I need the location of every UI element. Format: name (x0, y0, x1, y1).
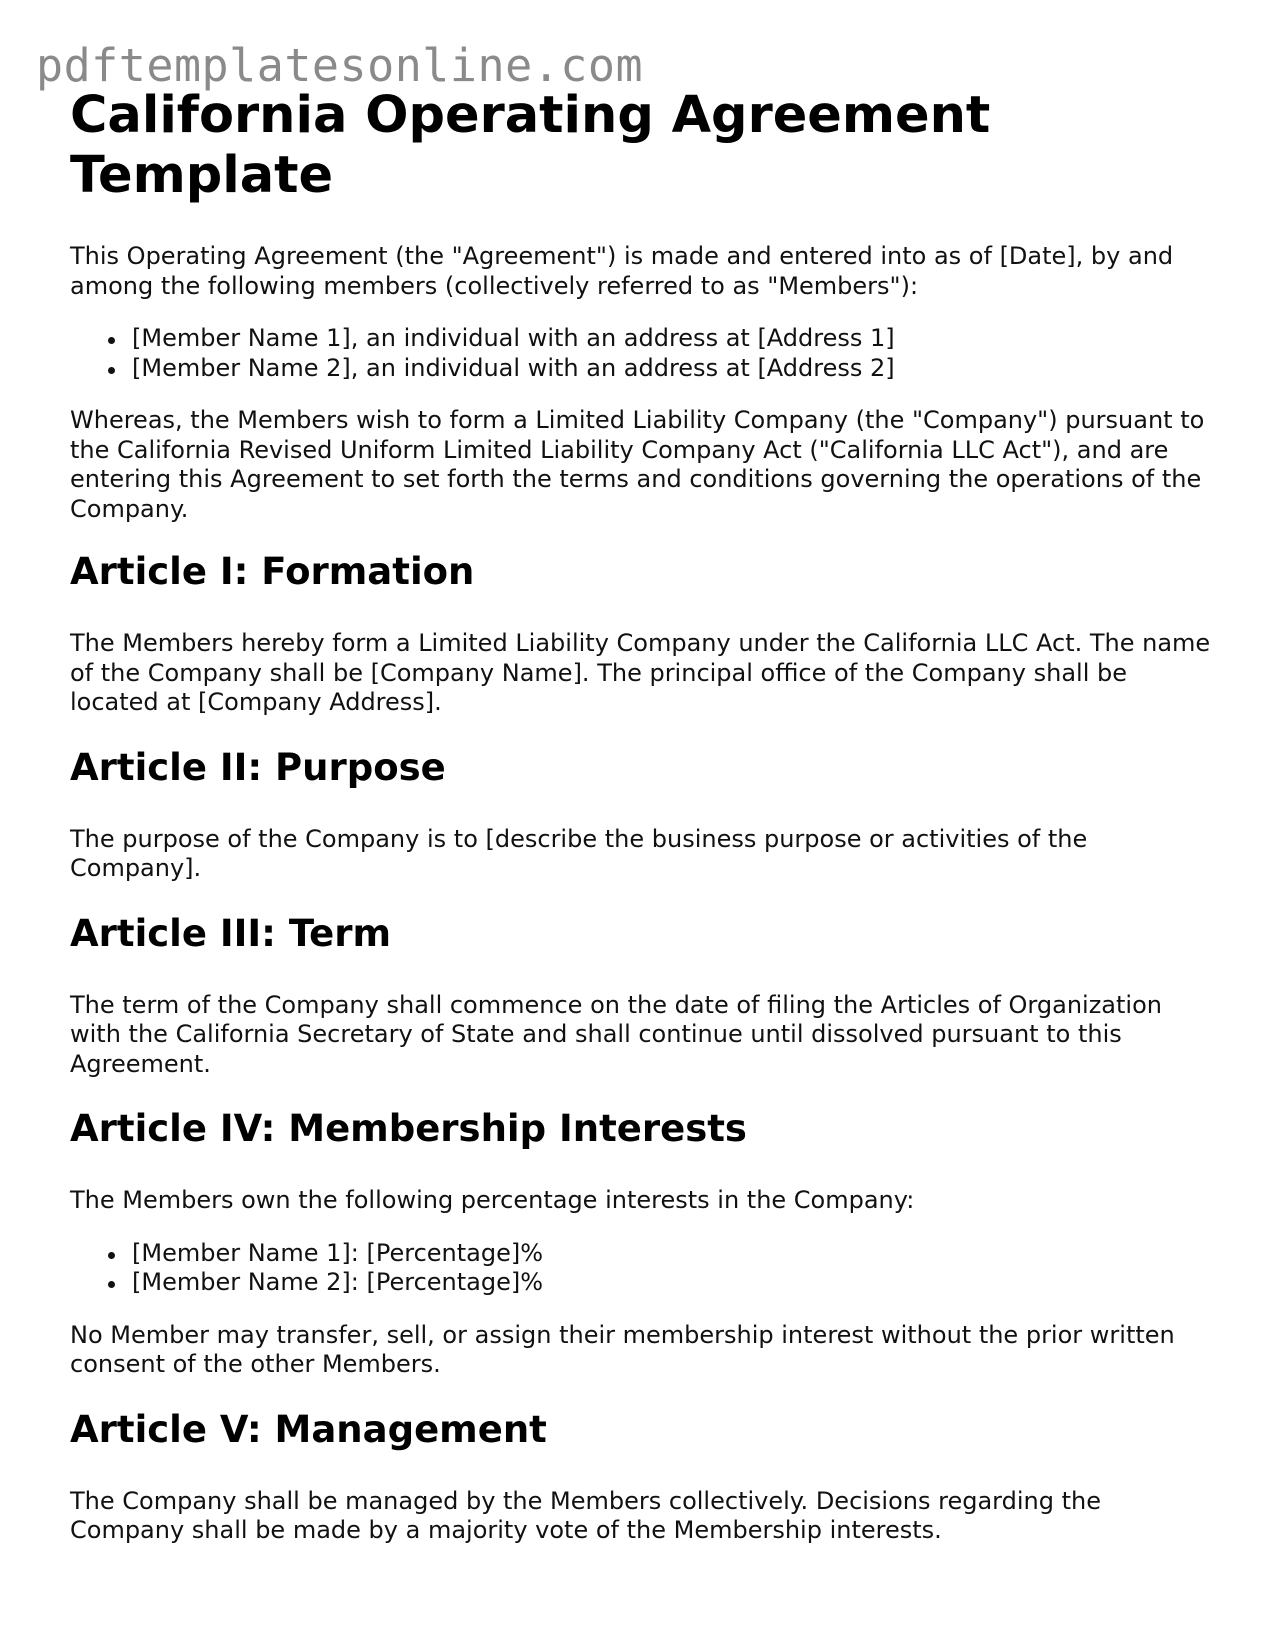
intro-paragraph: This Operating Agreement (the "Agreement") is made and entered into as of [Date], by and among the following members (collectively referred to as "Members"): (70, 242, 1174, 300)
article-2-text: The purpose of the Company is to [describe the business purpose or activities of the Company]. (70, 824, 1088, 882)
document-title: California Operating Agreement Template (70, 86, 991, 205)
document (70, 86, 1220, 1546)
article-4-transfer-text: No Member may transfer, sell, or assign their membership interest without the prior written consent of the other Members. (70, 1320, 1175, 1378)
watermark: pdftemplatesonline.com (36, 39, 644, 92)
list-item: [Member Name 2]: [Percentage]% (132, 1268, 1220, 1298)
article-3-heading: Article III: Term (70, 911, 392, 955)
list-item: [Member Name 2], an individual with an address at [Address 2] (132, 354, 1220, 384)
article-1-text: The Members hereby form a Limited Liability Company under the California LLC Act. The name of the Company shall be [Company Name]. The principal office of the Company shall be located at [Company Address]. (70, 629, 1211, 716)
article-5-text: The Company shall be managed by the Members collectively. Decisions regarding the Company shall be made by a majority vote of the Membership interests. (70, 1486, 1101, 1544)
article-5-heading: Article V: Management (70, 1407, 547, 1451)
list-item: [Member Name 1]: [Percentage]% (132, 1239, 1220, 1269)
article-4-heading: Article IV: Membership Interests (70, 1107, 747, 1150)
article-3-text: The term of the Company shall commence on the date of filing the Articles of Organization with the California Secretary of State and shall continue until dissolved pursuant to this Agreement. (70, 990, 1162, 1078)
article-4-text: The Members own the following percentage interests in the Company: (70, 1186, 915, 1214)
article-1-heading: Article I: Formation (70, 550, 475, 593)
members-list (70, 324, 1220, 383)
whereas-paragraph: Whereas, the Members wish to form a Limited Liability Company (the "Company") pursuant to the California Revised Uniform Limited Liability Company Act ("California LLC Act"), and are entering this Agreement to set forth the terms and conditions governing the operations of the Company. (70, 406, 1205, 523)
article-2-heading: Article II: Purpose (70, 745, 446, 789)
list-item: [Member Name 1], an individual with an address at [Address 1] (132, 324, 1220, 354)
interests-list (70, 1239, 1220, 1298)
